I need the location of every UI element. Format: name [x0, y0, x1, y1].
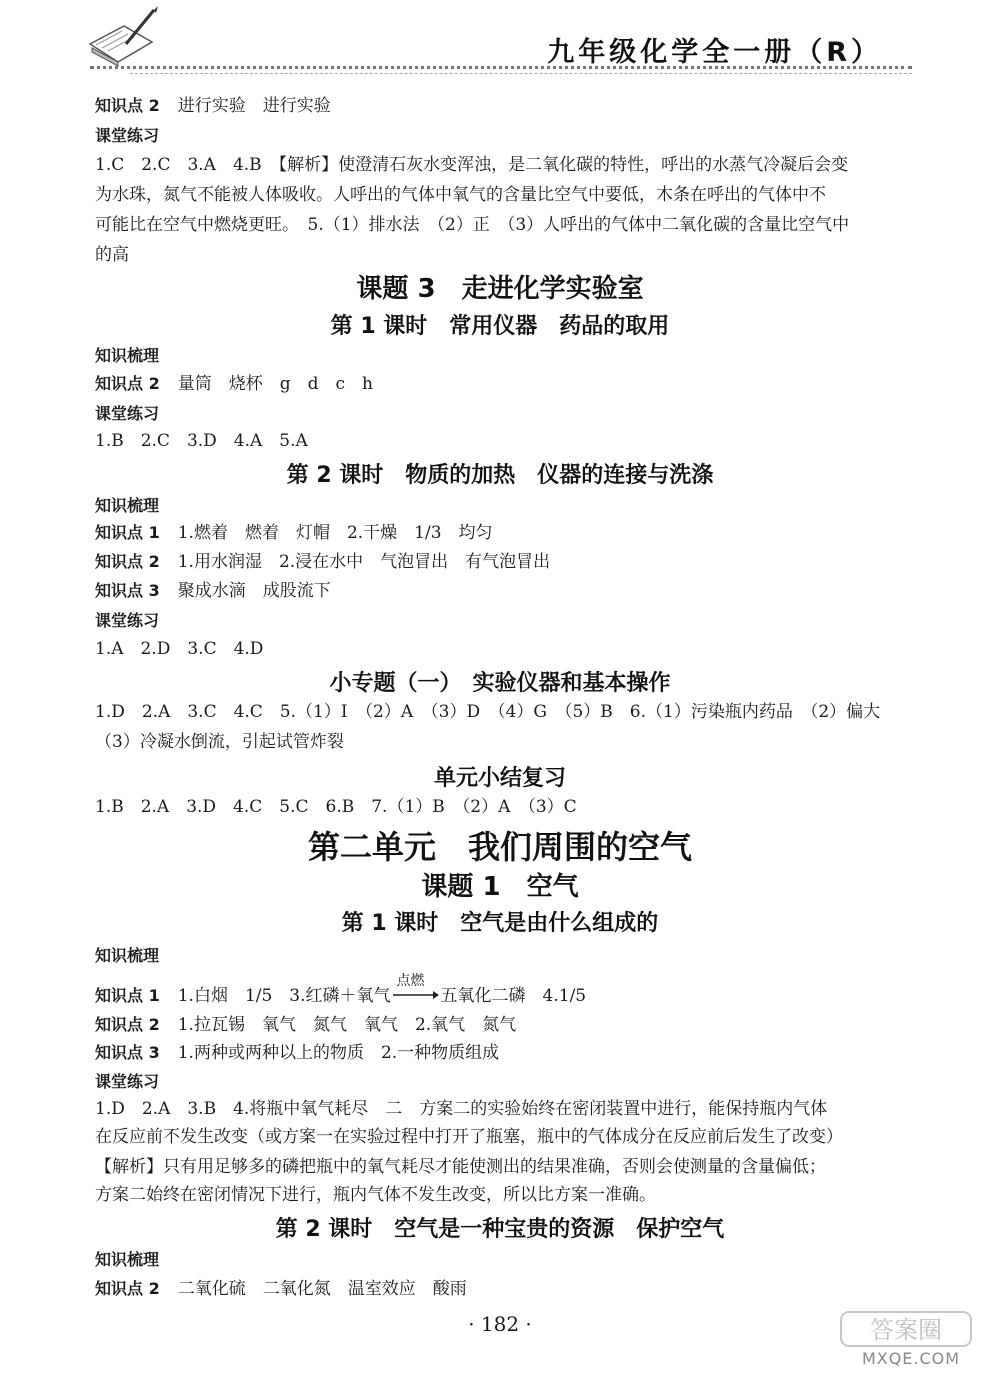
practice-line: 【解析】只有用足够多的磷把瓶中的氧气耗尽才能使测出的结果准确，否则会使测量的含量偏低； [95, 1157, 826, 1177]
kp-answer: 聚成水滴 成股流下 [177, 581, 331, 601]
answer-line: 1.B 2.A 3.D 4.C 5.C 6.B 7.（1）B （2）A （3）C [95, 797, 577, 817]
practice-line: 方案二始终在密闭情况下进行，瓶内气体不发生改变，所以比方案一准确。 [95, 1185, 656, 1205]
review-label: 知识梳理 [95, 1250, 160, 1269]
unit-review-heading: 单元小结复习 [433, 766, 566, 791]
kp-label: 知识点 2 [95, 552, 160, 571]
kp-label: 知识点 1 [95, 986, 160, 1005]
practice-label: 课堂练习 [95, 404, 160, 423]
topic-heading: 课题 3 走进化学实验室 [356, 274, 644, 304]
reaction-arrow [393, 973, 439, 1008]
practice-line: 的高 [95, 245, 129, 265]
answer-line: （3）冷凝水倒流，引起试管炸裂 [95, 732, 344, 752]
lesson-heading: 第 2 课时 空气是一种宝贵的资源 保护空气 [275, 1217, 725, 1242]
lesson-heading: 第 1 课时 空气是由什么组成的 [341, 911, 659, 936]
unit-heading: 第二单元 我们周围的空气 [307, 828, 692, 866]
svg-text:答案圈: 答案圈 [870, 1316, 942, 1344]
kp-label: 知识点 2 [95, 1279, 160, 1298]
kp-row [95, 1041, 914, 1065]
practice-line: 在反应前不发生改变（或方案一在实验过程中打开了瓶塞，瓶中的气体成分在反应前后发生了改变） [95, 1127, 843, 1147]
kp-answer: 1.拉瓦锡 氧气 氮气 氧气 2.氧气 氮气 [177, 1015, 517, 1035]
kp-answer: 1.用水润湿 2.浸在水中 气泡冒出 有气泡冒出 [177, 552, 551, 572]
kp-label: 知识点 2 [95, 374, 160, 393]
kp-answer: 1.燃着 燃着 灯帽 2.干燥 1/3 均匀 [177, 523, 493, 543]
kp2-row [95, 94, 914, 118]
practice-line: 可能比在空气中燃烧更旺。 5.（1）排水法 （2）正 （3）人呼出的气体中二氧化碳的含量比空气中 [95, 215, 850, 235]
kp-row [95, 973, 914, 1008]
header-divider-secondary [130, 73, 912, 74]
kp-answer: 进行实验 进行实验 [177, 96, 331, 116]
page-number: · 182 · [468, 1312, 532, 1336]
practice-line: 1.D 2.A 3.B 4.将瓶中氧气耗尽 二 方案二的实验始终在密闭装置中进行，能保持瓶内气体 [95, 1099, 828, 1119]
kp-row [95, 1277, 914, 1301]
practice-label: 课堂练习 [95, 611, 160, 630]
review-label: 知识梳理 [95, 346, 160, 365]
svg-text:MXQE.COM: MXQE.COM [861, 1349, 961, 1368]
book-title: 九年级化学全一册（R） [547, 37, 882, 68]
kp-label: 知识点 1 [95, 523, 160, 542]
review-label: 知识梳理 [95, 496, 160, 515]
practice-line: 为水珠，氮气不能被人体吸收。人呼出的气体中氧气的含量比空气中要低，木条在呼出的气体中不 [95, 185, 826, 205]
kp-row [95, 372, 914, 396]
lesson-heading: 第 2 课时 物质的加热 仪器的连接与洗涤 [286, 463, 714, 488]
kp-row [95, 550, 914, 574]
kp-row [95, 521, 914, 545]
kp-label: 知识点 2 [95, 1015, 160, 1034]
practice-label: 课堂练习 [95, 1072, 160, 1091]
practice-line: 1.C 2.C 3.A 4.B 【解析】使澄清石灰水变浑浊，是二氧化碳的特性，呼出的水蒸气冷凝后会变 [95, 155, 849, 175]
kp-answer: 1.两种或两种以上的物质 2.一种物质组成 [177, 1043, 500, 1063]
kp-row [95, 579, 914, 603]
practice-answers: 1.A 2.D 3.C 4.D [95, 639, 264, 659]
answer-line: 1.D 2.A 3.C 4.C 5.（1）I （2）A （3）D （4）G （5）B 6.（1）污染瓶内药品 （2）偏大 [95, 702, 881, 722]
kp-label: 知识点 3 [95, 581, 160, 600]
topic-heading: 课题 1 空气 [421, 872, 579, 902]
review-label: 知识梳理 [95, 946, 160, 965]
kp-answer: 量筒 烧杯 g d c h [177, 374, 373, 394]
kp-answer: 1.白烟 1/5 3.红磷＋氧气 [177, 986, 391, 1006]
kp-label: 知识点 3 [95, 1043, 160, 1062]
reaction-condition: 点燃 [396, 973, 425, 989]
practice-answers: 1.B 2.C 3.D 4.A 5.A [95, 431, 308, 451]
kp-answer: 二氧化硫 二氧化氮 温室效应 酸雨 [177, 1279, 467, 1299]
lesson-heading: 第 1 课时 常用仪器 药品的取用 [330, 314, 670, 339]
practice-label: 课堂练习 [95, 126, 160, 145]
special-topic-heading: 小专题（一） 实验仪器和基本操作 [329, 671, 671, 696]
pencil-notebook-logo [82, 4, 162, 68]
kp-label: 知识点 2 [95, 96, 160, 115]
watermark-logo [811, 1308, 986, 1370]
header-divider [90, 66, 912, 69]
kp-row [95, 1013, 914, 1037]
kp-answer-after: 五氧化二磷 4.1/5 [440, 986, 587, 1006]
